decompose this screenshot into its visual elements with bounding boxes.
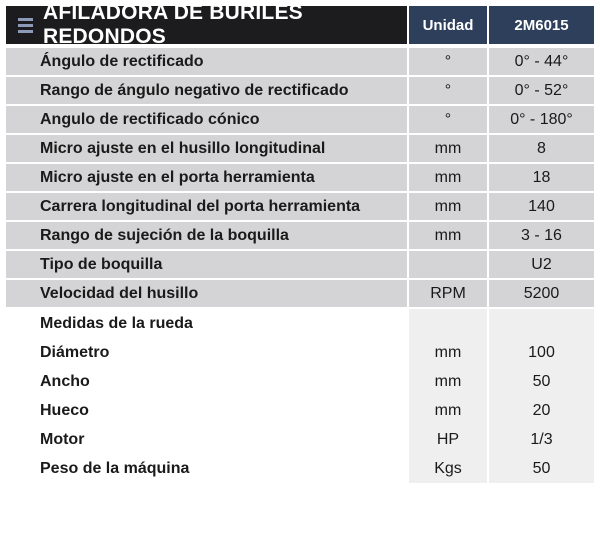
row-label: Tipo de boquilla — [6, 251, 409, 280]
row-label: Rango de sujeción de la boquilla — [6, 222, 409, 251]
table-title: AFILADORA DE BURILES REDONDOS — [42, 1, 303, 48]
row-label: Micro ajuste en el porta herramienta — [6, 164, 409, 193]
row-label: Ancho — [6, 367, 409, 396]
row-unit: mm — [409, 164, 489, 193]
table-row — [6, 222, 594, 251]
row-value: 0° - 180° — [489, 106, 594, 135]
row-label: Carrera longitudinal del porta herramienta — [6, 193, 409, 222]
row-value: 50 — [489, 454, 594, 483]
row-unit — [409, 309, 489, 338]
table-row — [6, 164, 594, 193]
spec-table — [6, 1, 594, 483]
row-value: 20 — [489, 396, 594, 425]
row-label: Angulo de rectificado cónico — [6, 106, 409, 135]
row-value: 5200 — [489, 280, 594, 309]
row-unit: mm — [409, 193, 489, 222]
row-unit: RPM — [409, 280, 489, 309]
table-row — [6, 280, 594, 309]
header-title-cell — [6, 1, 409, 48]
row-unit — [409, 251, 489, 280]
table-row — [6, 367, 594, 396]
table-row — [6, 251, 594, 280]
row-unit: mm — [409, 367, 489, 396]
row-unit: Kgs — [409, 454, 489, 483]
table-row — [6, 135, 594, 164]
row-unit: ° — [409, 106, 489, 135]
row-value — [489, 309, 594, 338]
table-row — [6, 338, 594, 367]
row-value: 140 — [489, 193, 594, 222]
row-value: 18 — [489, 164, 594, 193]
table-row — [6, 48, 594, 77]
row-label: Diámetro — [6, 338, 409, 367]
table-row — [6, 425, 594, 454]
row-unit: mm — [409, 338, 489, 367]
model-column-header: 2M6015 — [489, 6, 594, 44]
row-unit: mm — [409, 135, 489, 164]
row-label: Peso de la máquina — [6, 454, 409, 483]
row-unit: ° — [409, 77, 489, 106]
row-label: Velocidad del husillo — [6, 280, 409, 309]
table-row — [6, 193, 594, 222]
row-value: 0° - 52° — [489, 77, 594, 106]
table-row — [6, 309, 594, 338]
row-label: Hueco — [6, 396, 409, 425]
row-unit: mm — [409, 222, 489, 251]
row-label: Micro ajuste en el husillo longitudinal — [6, 135, 409, 164]
unit-column-header: Unidad — [409, 6, 489, 44]
row-value: 0° - 44° — [489, 48, 594, 77]
row-value: 50 — [489, 367, 594, 396]
row-value: 8 — [489, 135, 594, 164]
row-label: Medidas de la rueda — [6, 309, 409, 338]
row-value: 1/3 — [489, 425, 594, 454]
row-label: Rango de ángulo negativo de rectificado — [6, 77, 409, 106]
row-value: 100 — [489, 338, 594, 367]
row-unit: mm — [409, 396, 489, 425]
row-value: U2 — [489, 251, 594, 280]
row-label: Ángulo de rectificado — [6, 48, 409, 77]
table-row — [6, 396, 594, 425]
table-row — [6, 454, 594, 483]
menu-icon — [18, 15, 33, 36]
row-unit: HP — [409, 425, 489, 454]
table-header — [6, 1, 594, 48]
row-label: Motor — [6, 425, 409, 454]
table-row — [6, 77, 594, 106]
table-row — [6, 106, 594, 135]
row-unit: ° — [409, 48, 489, 77]
row-value: 3 - 16 — [489, 222, 594, 251]
